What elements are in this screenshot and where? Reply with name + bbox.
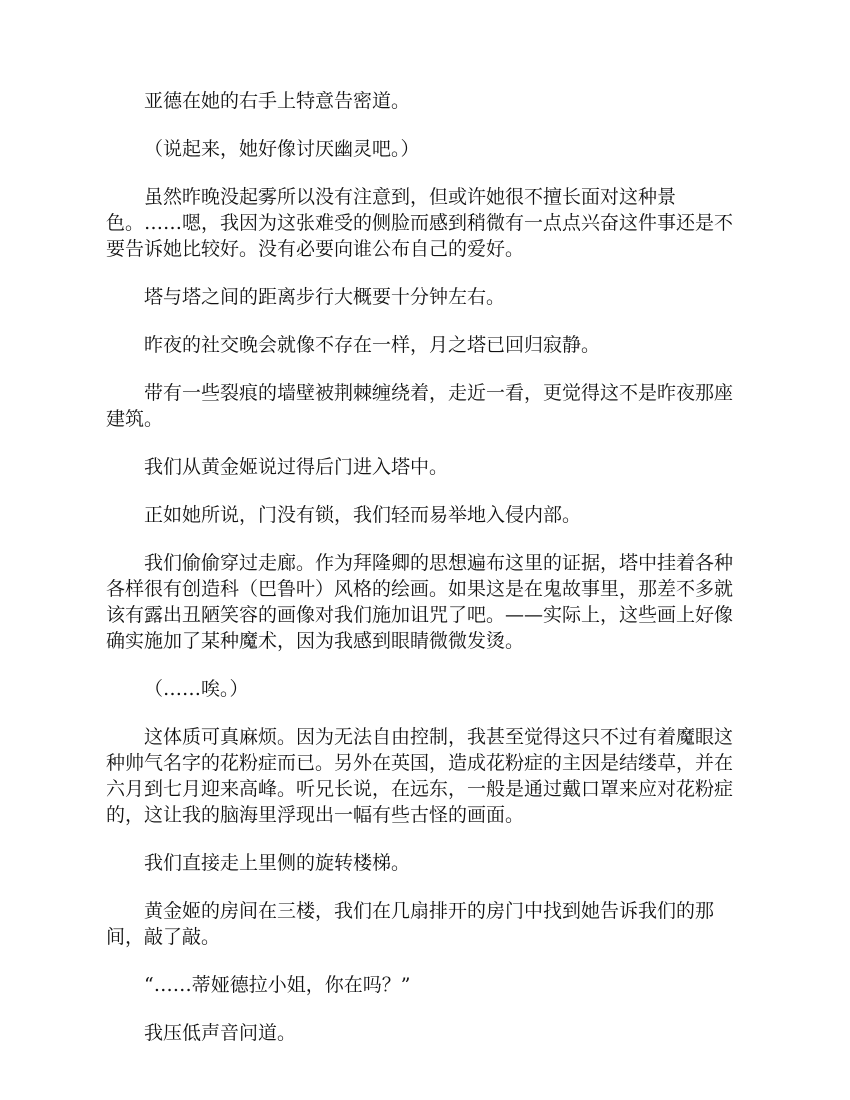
paragraph: 虽然昨晚没起雾所以没有注意到，但或许她很不擅长面对这种景色。……嗯，我因为这张难受的侧脸而感到稍微有一点点兴奋这件事还是不要告诉她比较好。没有必要向谁公布自己的爱好。 — [106, 186, 734, 260]
paragraph: 我们从黄金姬说过得后门进入塔中。 — [144, 456, 449, 478]
paragraph: （……唉。） — [144, 678, 249, 700]
paragraph: 我们偷偷穿过走廊。作为拜隆卿的思想遍布这里的证据，塔中挂着各种各样很有创造科（巴鲁叶）风格的绘画。如果这是在鬼故事里，那差不多就该有露出丑陋笑容的画像对我们施加诅咒了吧。——实际上，这些画上好像确实施加了某种魔术，因为我感到眼睛微微发烫。 — [106, 552, 734, 652]
document-body — [106, 88, 746, 1068]
paragraph: 我们直接走上里侧的旋转楼梯。 — [144, 852, 411, 874]
paragraph: 我压低声音问道。 — [144, 1022, 297, 1044]
paragraph: （说起来，她好像讨厌幽灵吧。） — [144, 138, 420, 160]
paragraph: 亚德在她的右手上特意告密道。 — [144, 90, 411, 112]
paragraph: 塔与塔之间的距离步行大概要十分钟左右。 — [144, 286, 506, 308]
paragraph: 昨夜的社交晚会就像不存在一样，月之塔已回归寂静。 — [144, 334, 601, 356]
paragraph: 这体质可真麻烦。因为无法自由控制，我甚至觉得这只不过有着魔眼这种帅气名字的花粉症而已。另外在英国，造成花粉症的主因是结缕草，并在六月到七月迎来高峰。听兄长说，在远东，一般是通过戴口罩来应对花粉症的，这让我的脑海里浮现出一幅有些古怪的画面。 — [106, 726, 734, 826]
paragraph: 正如她所说，门没有锁，我们轻而易举地入侵内部。 — [144, 504, 582, 526]
paragraph: 带有一些裂痕的墙壁被荆棘缠绕着，走近一看，更觉得这不是昨夜那座建筑。 — [106, 382, 734, 430]
paragraph: 黄金姬的房间在三楼，我们在几扇排开的房门中找到她告诉我们的那间，敲了敲。 — [106, 900, 715, 948]
paragraph: “……蒂娅德拉小姐，你在吗？” — [144, 974, 411, 996]
